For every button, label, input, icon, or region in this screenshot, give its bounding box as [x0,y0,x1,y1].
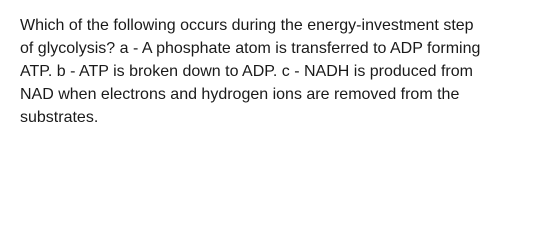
question-line-4: NAD when electrons and hydrogen ions are removed from the [20,86,460,103]
question-line-3: ATP. b - ATP is broken down to ADP. c - NADH is produced from [20,63,473,80]
question-line-2: of glycolysis? a - A phosphate atom is transferred to ADP forming [20,40,481,57]
question-text [20,14,550,129]
question-line-5: substrates. [20,109,99,126]
question-line-1: Which of the following occurs during the energy-investment step [20,17,474,34]
